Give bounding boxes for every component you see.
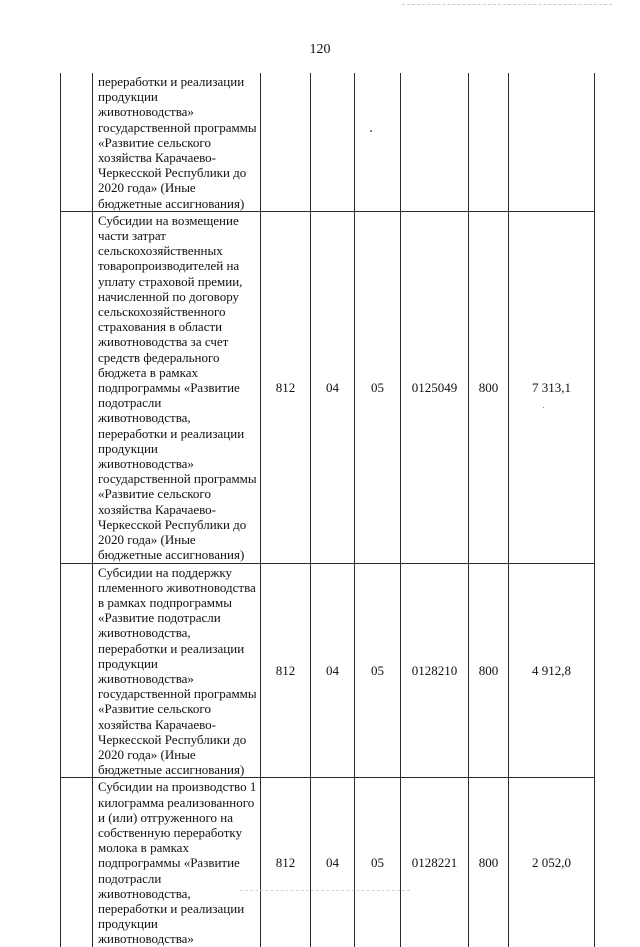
row-number-cell — [61, 563, 93, 778]
table-row — [61, 211, 595, 563]
row-number-cell — [61, 73, 93, 211]
subsection-cell: 05 — [355, 563, 401, 778]
scan-edge-mark — [240, 890, 410, 891]
table-row — [61, 563, 595, 778]
expense-name-cell: Субсидии на производство 1 килограмма реализованного и (или) отгруженного на собственную переработку молока в рамках подпрограммы «Развитие подотрасли животноводства, переработки и реализации продукции животноводства» — [93, 778, 261, 947]
expense-name-cell: Субсидии на возмещение части затрат сельскохозяйственных товаропроизводителей на уплату страховой премии, начисленной по договору сельскохозяйственного страхования в области животноводства за счет средств федерального бюджета в рамках подпрограммы «Развитие подотрасли животноводства, переработки и реализации продукции животноводства» государственной программы «Развитие сельского хозяйства Карачаево-Черкесской Республики до 2020 года» (Иные бюджетные ассигнования) — [93, 211, 261, 563]
section-cell: 04 — [311, 563, 355, 778]
table-row — [61, 73, 595, 211]
amount-cell — [509, 73, 595, 211]
amount-cell: 4 912,8 — [509, 563, 595, 778]
ministry-cell: 812 — [261, 563, 311, 778]
scan-edge-mark — [402, 4, 612, 5]
row-number-cell — [61, 778, 93, 947]
row-number-cell — [61, 211, 93, 563]
ministry-cell: 812 — [261, 778, 311, 947]
expense-type-cell — [469, 73, 509, 211]
subsection-cell — [355, 73, 401, 211]
ministry-cell: 812 — [261, 211, 311, 563]
expense-name-cell: переработки и реализации продукции животноводства» государственной программы «Развитие сельского хозяйства Карачаево-Черкесской Республики до 2020 года» (Иные бюджетные ассигнования) — [93, 73, 261, 211]
target-article-cell: 0125049 — [401, 211, 469, 563]
ministry-cell — [261, 73, 311, 211]
expense-type-cell: 800 — [469, 211, 509, 563]
page-number: 120 — [309, 42, 331, 57]
subsection-cell: 05 — [355, 211, 401, 563]
expense-type-cell: 800 — [469, 563, 509, 778]
section-cell — [311, 73, 355, 211]
target-article-cell — [401, 73, 469, 211]
budget-table — [60, 73, 595, 947]
amount-cell: 2 052,0 — [509, 778, 595, 947]
expense-type-cell: 800 — [469, 778, 509, 947]
target-article-cell: 0128221 — [401, 778, 469, 947]
target-article-cell: 0128210 — [401, 563, 469, 778]
section-cell: 04 — [311, 778, 355, 947]
expense-name-cell: Субсидии на поддержку племенного животноводства в рамках подпрограммы «Развитие подотрасли животноводства, переработки и реализации продукции животноводства» государственной программы «Развитие сельского хозяйства Карачаево-Черкесской Республики до 2020 года» (Иные бюджетные ассигнования) — [93, 563, 261, 778]
amount-cell: 7 313,1 — [509, 211, 595, 563]
section-cell: 04 — [311, 211, 355, 563]
subsection-cell: 05 — [355, 778, 401, 947]
table-row — [61, 778, 595, 947]
